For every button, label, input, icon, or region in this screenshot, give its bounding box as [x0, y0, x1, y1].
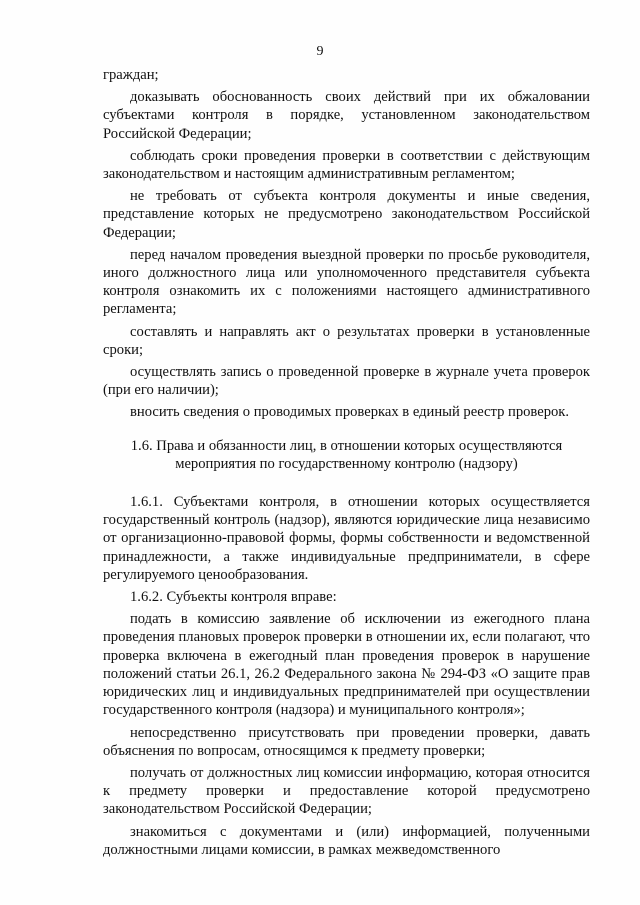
paragraph: знакомиться с документами и (или) информацией, полученными должностными лицами комиссии, в рамках межведомственного — [103, 823, 590, 858]
paragraph: граждан; — [103, 67, 159, 83]
paragraph: не требовать от субъекта контроля документы и иные сведения, представление которых не предусмотрено законодательством Российской Федерации; — [103, 188, 590, 241]
paragraph: перед началом проведения выездной проверки по просьбе руководителя, иного должностного лица или уполномоченного представителя субъекта контроля ознакомить их с положениями настоящего административного регламента; — [103, 246, 590, 318]
paragraph: 1.6.1. Субъектами контроля, в отношении которых осуществляется государственный контроль (надзор), являются юридические лица независимо от организационно-правовой формы, формы собственности и ведомственной принадлежности, а также индивидуальные предприниматели, в сфере регулируемого ценообразования. — [103, 494, 590, 583]
paragraph: составлять и направлять акт о результатах проверки в установленные сроки; — [103, 323, 590, 358]
paragraph: соблюдать сроки проведения проверки в соответствии с действующим законодательством и настоящим административным регламентом; — [103, 147, 590, 183]
paragraph: доказывать обоснованность своих действий при их обжаловании субъектами контроля в порядке, установленном законодательством Российской Федерации; — [103, 89, 590, 142]
document-body — [103, 66, 590, 863]
section-heading — [103, 437, 590, 473]
paragraph: подать в комиссию заявление об исключении из ежегодного плана проведения плановых проверок проверки в отношении их, если полагают, что проверка включена в ежегодный план проведения проверок в нарушение положений статьи 26.1, 26.2 Федерального закона № 294-ФЗ «О защите прав юридических лиц и индивидуальных предпринимателей при осуществлении государственного контроля (надзора) и муниципального контроля»; — [103, 611, 590, 719]
paragraph: вносить сведения о проводимых проверках в единый реестр проверок. — [130, 404, 570, 421]
paragraph: осуществлять запись о проведенной проверке в журнале учета проверок (при его наличии); — [103, 364, 590, 399]
section-heading-line: 1.6. Права и обязанности лиц, в отношении которых осуществляются — [130, 437, 563, 454]
paragraph: получать от должностных лиц комиссии информацию, которая относится к предмету проверки и предоставление которой предусмотрено законодательством Российской Федерации; — [103, 764, 590, 818]
paragraph: непосредственно присутствовать при проведении проверки, давать объяснения по вопросам, относящимся к предмету проверки; — [103, 724, 590, 759]
page-number: 9 — [316, 44, 324, 59]
section-heading-line: мероприятия по государственному контролю (надзору) — [175, 455, 518, 472]
paragraph: 1.6.2. Субъекты контроля вправе: — [130, 589, 337, 606]
